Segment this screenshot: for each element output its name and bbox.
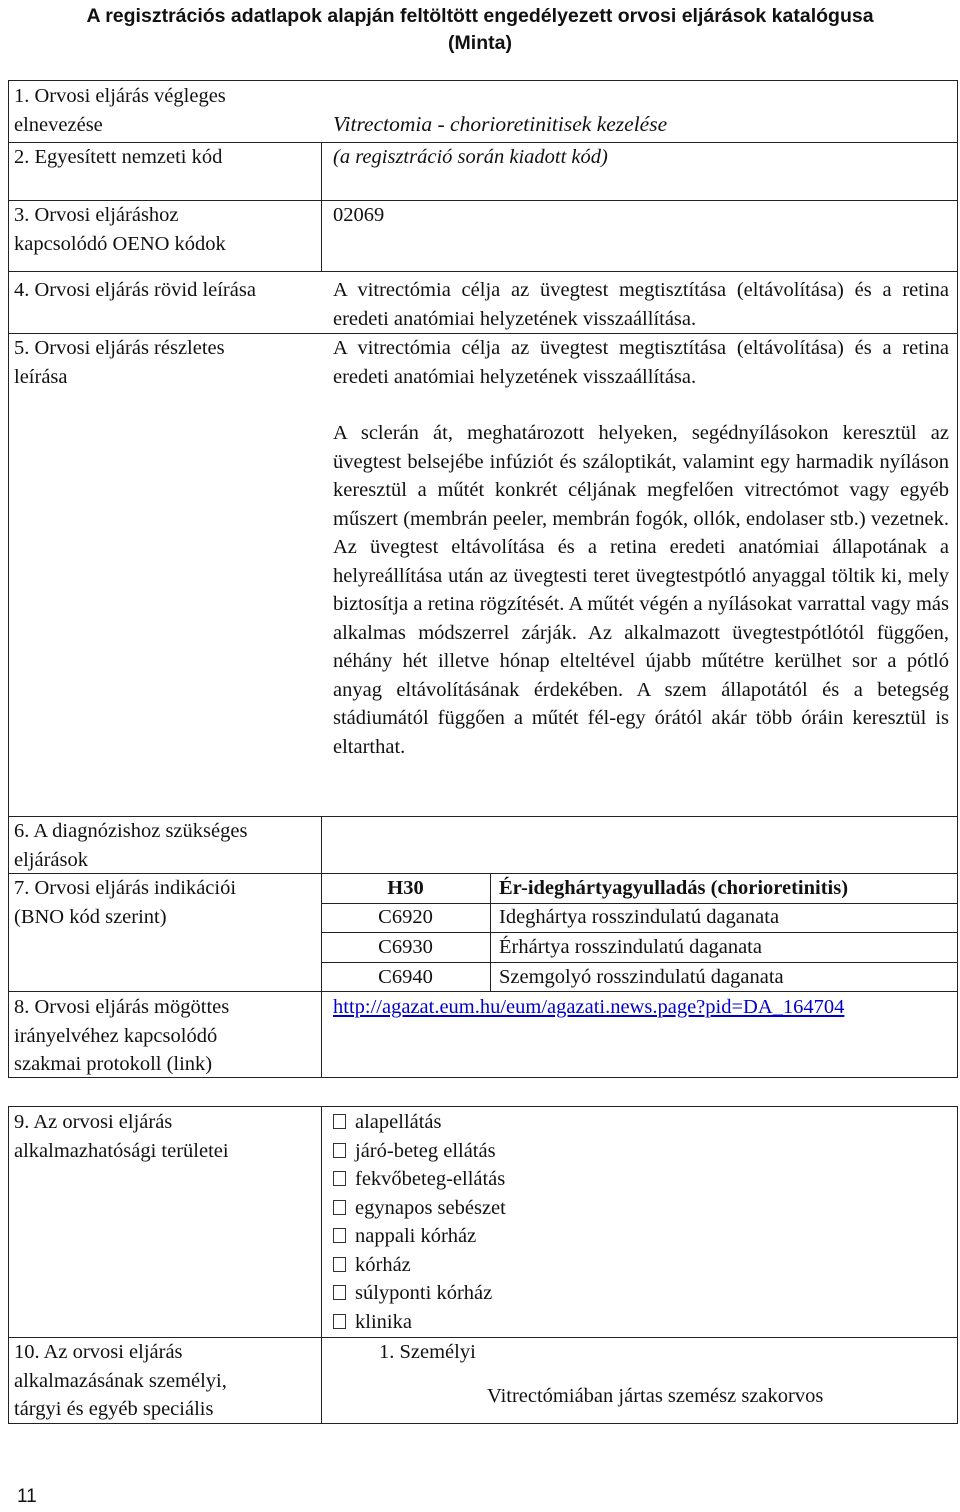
indication-description: Szemgolyó rosszindulatú daganata [499, 966, 784, 988]
label-indications: 7. Orvosi eljárás indikációi (BNO kód szerint) [14, 877, 237, 928]
label-national-code: 2. Egyesített nemzeti kód [14, 146, 223, 168]
page-number: 11 [17, 1486, 37, 1507]
label-special-requirements: 10. Az orvosi eljárás alkalmazásának személyi, tárgyi és egyéb speciális [14, 1341, 227, 1420]
column-divider [321, 142, 322, 271]
label-short-description: 4. Orvosi eljárás rövid leírása [14, 279, 256, 301]
label-final-name: 1. Orvosi eljárás végleges elnevezése [14, 85, 226, 136]
value-oeno-code: 02069 [333, 204, 385, 226]
personal-requirements-value: Vitrectómiában jártas szemész szakorvos [487, 1385, 824, 1407]
indication-description: Érhártya rosszindulatú daganata [499, 936, 762, 958]
option-item: egynapos sebészet [333, 1194, 506, 1223]
checkbox[interactable] [333, 1314, 346, 1329]
option-item: járó-beteg ellátás [333, 1137, 506, 1166]
page-subtitle: (Minta) [448, 32, 512, 54]
detailed-description-intro: A vitrectómia célja az üvegtest megtisztítása (eltávolítása) és a retina eredeti anatómiai helyzetének visszaállítása. [333, 337, 949, 388]
option-item: nappali kórház [333, 1222, 506, 1251]
page-title: A regisztrációs adatlapok alapján feltöltött engedélyezett orvosi eljárások katalógusa [86, 5, 874, 27]
label-protocol-link: 8. Orvosi eljárás mögöttes irányelvéhez kapcsolódó szakmai protokoll (link) [14, 996, 230, 1075]
label-diagnostic-procedures: 6. A diagnózishoz szükséges eljárások [14, 820, 248, 871]
checkbox[interactable] [333, 1171, 346, 1186]
checkbox[interactable] [333, 1285, 346, 1300]
label-detailed-description: 5. Orvosi eljárás részletes leírása [14, 337, 225, 388]
label-oeno-codes: 3. Orvosi eljáráshoz kapcsolódó OENO kódok [14, 204, 226, 255]
indication-code: C6930 [378, 936, 433, 958]
option-item: súlyponti kórház [333, 1279, 506, 1308]
row-divider [8, 271, 958, 272]
checkbox[interactable] [333, 1143, 346, 1158]
option-item: alapellátás [333, 1108, 506, 1137]
checkbox[interactable] [333, 1257, 346, 1272]
personal-requirements-heading: 1. Személyi [379, 1341, 476, 1363]
indication-code: H30 [387, 877, 424, 899]
indication-code: C6940 [378, 966, 433, 988]
label-applicability-areas: 9. Az orvosi eljárás alkalmazhatósági területei [14, 1111, 229, 1162]
option-item: kórház [333, 1251, 506, 1280]
indication-description: Ér-ideghártyagyulladás (chorioretinitis) [499, 877, 849, 899]
checkbox[interactable] [333, 1200, 346, 1215]
value-national-code: (a regisztráció során kiadott kód) [333, 146, 608, 168]
option-item: klinika [333, 1308, 506, 1337]
checkbox[interactable] [333, 1228, 346, 1243]
applicability-options [333, 1108, 506, 1336]
column-divider [321, 1106, 322, 1424]
protocol-link[interactable]: http://agazat.eum.hu/eum/agazati.news.page?pid=DA_164704 [333, 996, 845, 1018]
detailed-description-body: A sclerán át, meghatározott helyeken, segédnyílásokon keresztül az üvegtest belsejébe infúziót és száloptikát, valamint egy harmadik nyíláson keresztül a műtét konkrét céljának megfelően vitrectómot vagy egyéb műszert (membrán peeler, membrán fogók, ollók, endolaser stb.) vezetnek. Az üvegtest eltávolítása és a retina eredeti anatómiai állapotának a helyreállítása után az üvegtesti teret üvegtestpótló anyaggal töltik ki, mely biztosítja a retina rögzítését. A műtét végén a nyílásokat varrattal vagy más alkalmas módszerrel zárják. Az alkalmazott üvegtestpótlótól függően, néhány hét illetve hónap elteltével újabb műtétre kerülhet sor a pótló anyag eltávolításának érdekében. A szem állapotától és a betegség stádiumától függően a műtét fél-egy órától akár több óráin keresztül is eltarthat. [333, 422, 949, 758]
option-item: fekvőbeteg-ellátás [333, 1165, 506, 1194]
checkbox[interactable] [333, 1114, 346, 1129]
indication-code: C6920 [378, 906, 433, 928]
value-short-description: A vitrectómia célja az üvegtest megtisztítása (eltávolítása) és a retina eredeti anatómiai helyzetének visszaállítása. [333, 279, 949, 330]
indication-description: Ideghártya rosszindulatú daganata [499, 906, 780, 928]
value-final-name: Vitrectomia - chorioretinitisek kezelése [333, 112, 668, 136]
